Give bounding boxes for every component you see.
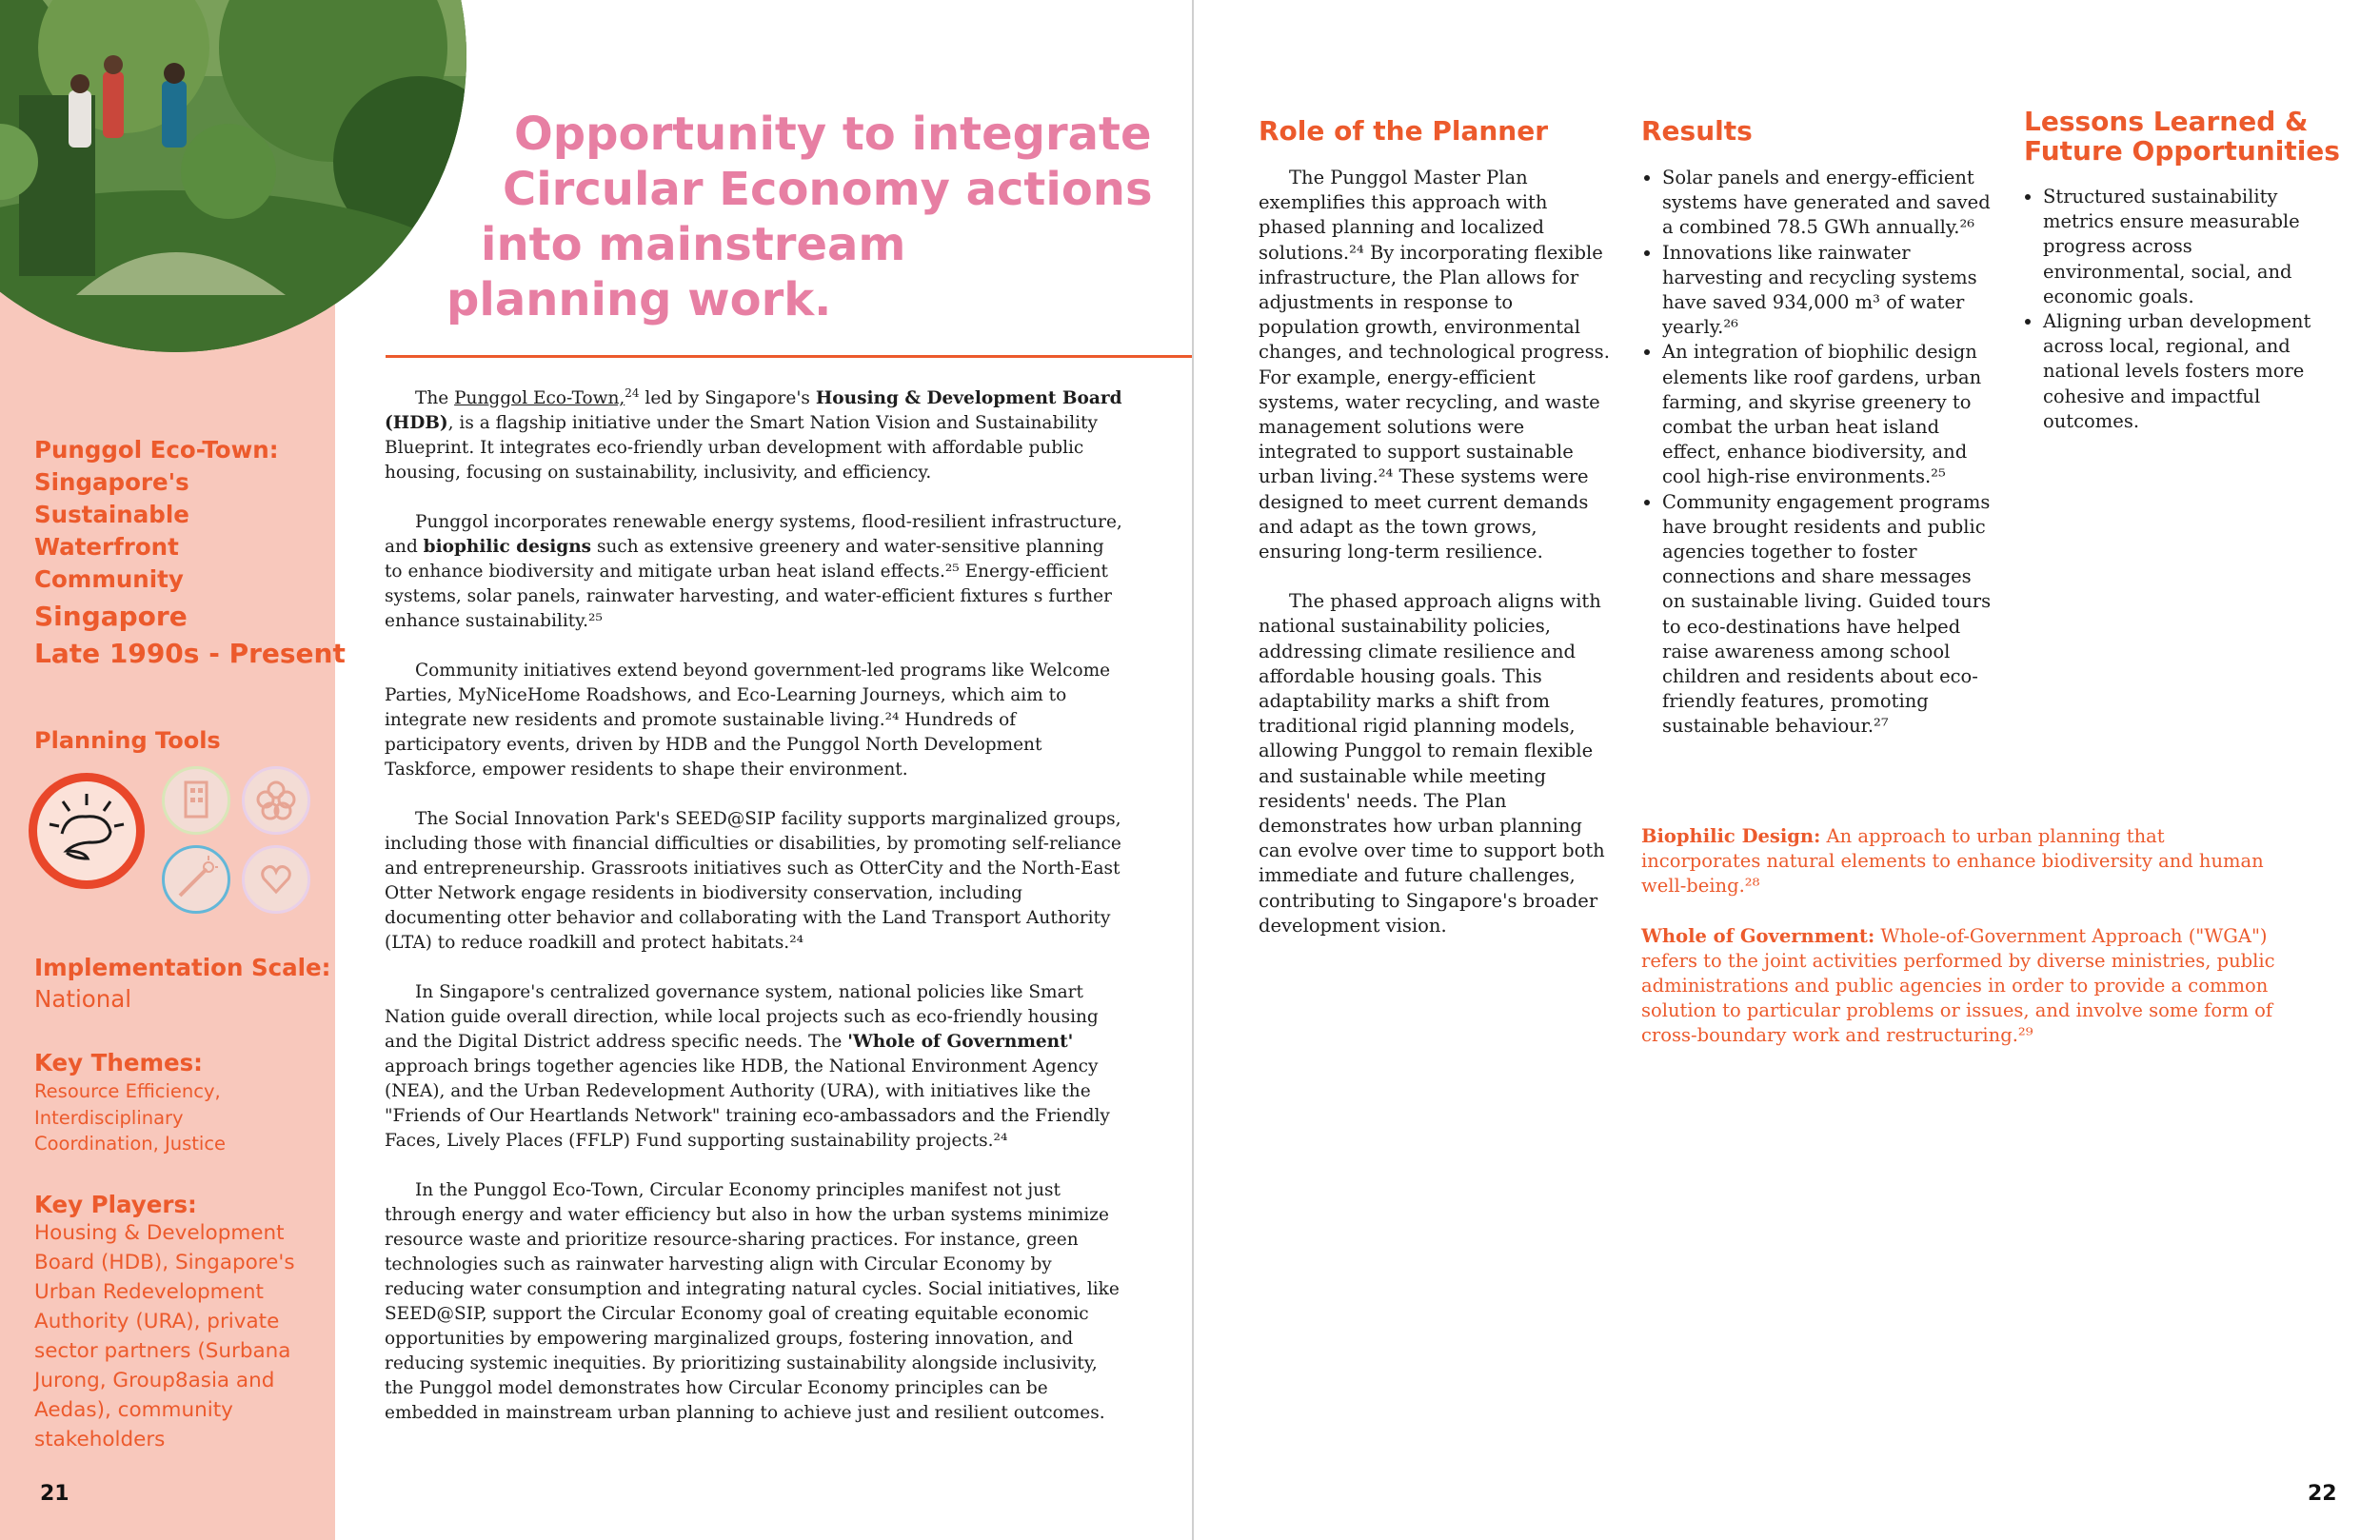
paragraph-governance [385, 980, 1127, 1154]
key-players-heading: Key Players: [34, 1191, 197, 1218]
biophilic-bold: biophilic designs [423, 537, 592, 558]
paragraph-seed: The Social Innovation Park's SEED@SIP facility supports marginalized groups, including those with financial difficulties or disabilities, by promoting self-reliance and entrepreneurship. Grassroots initiatives such as OtterCity and the North-East Otter Network engage residents in biodiversity conservation, including documenting otter behavior and collaborating with the Land Transport Authority (LTA) to reduce roadkill and protect habitats.²⁴ [385, 809, 1121, 954]
brain-idea-icon-glyph [29, 773, 145, 889]
definition-text: An approach to urban planning that incorporates natural elements to enhance biodiversity and human well-being.²⁸ [1641, 825, 2264, 898]
quote-line-2: Circular Economy actions [503, 163, 1153, 216]
biophilic-text-a: Punggol incorporates renewable energy systems, flood-resilient infrastructure, and [385, 512, 1122, 558]
intro-text-a: The [415, 388, 455, 409]
key-themes-value: Resource Efficiency, Interdisciplinary Coordination, Justice [34, 1080, 227, 1155]
magic-wand-icon-glyph [165, 848, 228, 911]
lessons-list [2020, 185, 2340, 434]
intro-text-c: , is a flagship initiative under the Smart Nation Vision and Sustainability Blueprint. It integrates eco-friendly urban development with affordable public housing, focusing on sustainability, inclusivity, and efficiency. [385, 413, 1098, 484]
implementation-scale-value: National [34, 985, 132, 1013]
case-period: Late 1990s - Present [34, 638, 346, 669]
governance-text-a: In Singapore's centralized governance system, national policies like Smart Nation guide overall direction, while local projects such as eco-friendly housing and the Digital District address specific needs. The [385, 982, 1099, 1053]
photo-illustration [0, 0, 466, 352]
wog-bold: 'Whole of Government' [847, 1032, 1074, 1053]
role-text [1259, 166, 1611, 963]
heart-hand-icon-glyph [245, 848, 307, 911]
lessons-heading-line-2: Future Opportunities [2024, 135, 2340, 167]
heart-hand-icon [242, 845, 310, 914]
building-icon-glyph [165, 769, 228, 832]
punggol-eco-town-link[interactable]: Punggol Eco-Town, [454, 388, 625, 409]
paragraph-community: Community initiatives extend beyond government-led programs like Welcome Parties, MyNiceHome Roadshows, and Eco-Learning Journeys, which aim to integrate new residents and promote sustainable living.²⁴ Hundreds of participatory events, driven by HDB and the Punggol North Development Taskforce, empower residents to shape their environment. [385, 661, 1111, 780]
paragraph-circular: In the Punggol Eco-Town, Circular Economy principles manifest not just through energy and water efficiency but also in how the urban systems minimize resource waste and prioritize resource-sharing practices. For instance, green technologies such as rainwater harvesting align with Circular Economy by reducing water consumption and integrating natural cycles. Social initiatives, like SEED@SIP, support the Circular Economy goal of creating equitable economic opportunities by empowering marginalized groups, fostering innovation, and reducing systemic inequities. By prioritizing sustainability alongside inclusivity, the Punggol model demonstrates how Circular Economy principles can be embedded in mainstream urban planning to achieve just and resilient outcomes. [385, 1180, 1120, 1424]
paragraph-biophilic [385, 510, 1127, 634]
result-item: • Community engagement programs have brought residents and public agencies together to foster connections and share messages on sustainable living. Guided tours to eco-destinations have helped raise awareness among school children and residents about eco-friendly features, promoting sustainable behaviour.²⁷ [1662, 490, 1992, 740]
intro-text-b: led by Singapore's [639, 388, 816, 409]
role-paragraph-2: The phased approach aligns with national sustainability policies, addressing climate resilience and affordable housing goals. This adaptability marks a shift from traditional rigid planning models, allowing Punggol to remain flexible and sustainable while meeting residents' needs. The Plan demonstrates how urban planning can evolve over time to support both immediate and future challenges, contributing to Singapore's broader development vision. [1259, 590, 1605, 937]
quote-divider [386, 355, 1193, 358]
page-number-left: 21 [40, 1482, 69, 1506]
magic-wand-icon [162, 845, 230, 914]
role-heading: Role of the Planner [1259, 115, 1549, 147]
quote-line-1: Opportunity to integrate [514, 108, 1152, 161]
definitions [1641, 824, 2289, 1074]
governance-text-b: approach brings together agencies like HDB, the National Environment Agency (NEA), and the Urban Redevelopment Authority (URA), with initiatives like the "Friends of Our Heartlands Network" training eco-ambassadors and the Friendly Faces, Lively Places (FFLP) Fund supporting sustainability projects.²⁴ [385, 1056, 1110, 1152]
quote-line-4: planning work. [446, 273, 832, 326]
results-list [1639, 166, 1992, 740]
case-body [385, 381, 1127, 1451]
role-paragraph-1: The Punggol Master Plan exemplifies this approach with phased planning and localized solutions.²⁴ By incorporating flexible infrastructure, the Plan allows for adjustments in response to population growth, environmental changes, and technological progress. For example, energy-efficient systems, water recycling, and waste management solutions were integrated to support sustainable urban living.²⁴ These systems were designed to meet current demands and adapt as the town grows, ensuring long-term resilience. [1259, 167, 1610, 563]
page-number-right: 22 [2308, 1482, 2337, 1506]
paragraph-intro [385, 381, 1127, 485]
case-location: Singapore [34, 601, 188, 632]
key-players-value: Housing & Development Board (HDB), Singapore's Urban Redevelopment Authority (URA), private sector partners (Surbana Jurong, Group8asia and Aedas), community stakeholders [34, 1221, 295, 1451]
lesson-item: • Aligning urban development across local, regional, and national levels fosters more cohesive and impactful outcomes. [2043, 309, 2340, 434]
footnote-24: 24 [625, 386, 640, 400]
definition-term: Whole of Government: [1641, 924, 1875, 947]
case-title: Punggol Eco-Town: Singapore's Sustainable Waterfront Community [34, 436, 279, 593]
result-item: • An integration of biophilic design elements like roof gardens, urban farming, and skyrise greenery to combat the urban heat island effect, enhance biodiversity, and cool high-rise environments.²⁵ [1662, 340, 1992, 489]
planning-tools-heading: Planning Tools [34, 727, 221, 754]
implementation-scale-heading: Implementation Scale: [34, 954, 331, 981]
flower-icon [242, 766, 310, 835]
flower-icon-glyph [245, 769, 307, 832]
building-icon [162, 766, 230, 835]
brain-idea-icon [29, 773, 145, 889]
hdb-bold: Housing & Development Board (HDB) [385, 388, 1122, 434]
lessons-heading-line-1: Lessons Learned & [2024, 106, 2309, 137]
page-gutter [1192, 0, 1194, 1540]
results-heading: Results [1641, 115, 1753, 147]
definition-text: Whole-of-Government Approach ("WGA") refers to the joint activities performed by diverse ministries, public administrations and public agencies in order to provide a common solution to particular problems or issues, and involve some form of cross-boundary work and restructuring.²⁹ [1641, 924, 2275, 1047]
definition-wog [1641, 924, 2289, 1049]
community-garden-photo [0, 0, 466, 352]
result-item: • Innovations like rainwater harvesting and recycling systems have saved 934,000 m³ of water yearly.²⁶ [1662, 241, 1992, 341]
definition-term: Biophilic Design: [1641, 825, 1821, 847]
lesson-item: • Structured sustainability metrics ensure measurable progress across environmental, social, and economic goals. [2043, 185, 2340, 309]
key-themes-heading: Key Themes: [34, 1049, 203, 1076]
biophilic-text-b: such as extensive greenery and water-sensitive planning to enhance biodiversity and mitigate urban heat island effects.²⁵ Energy-efficient systems, solar panels, rainwater harvesting, and water-efficient fixtures s further enhance sustainability.²⁵ [385, 537, 1112, 632]
result-item: • Solar panels and energy-efficient systems have generated and saved a combined 78.5 GWh annually.²⁶ [1662, 166, 1992, 241]
definition-biophilic [1641, 824, 2289, 899]
quote-line-3: into mainstream [481, 218, 906, 271]
